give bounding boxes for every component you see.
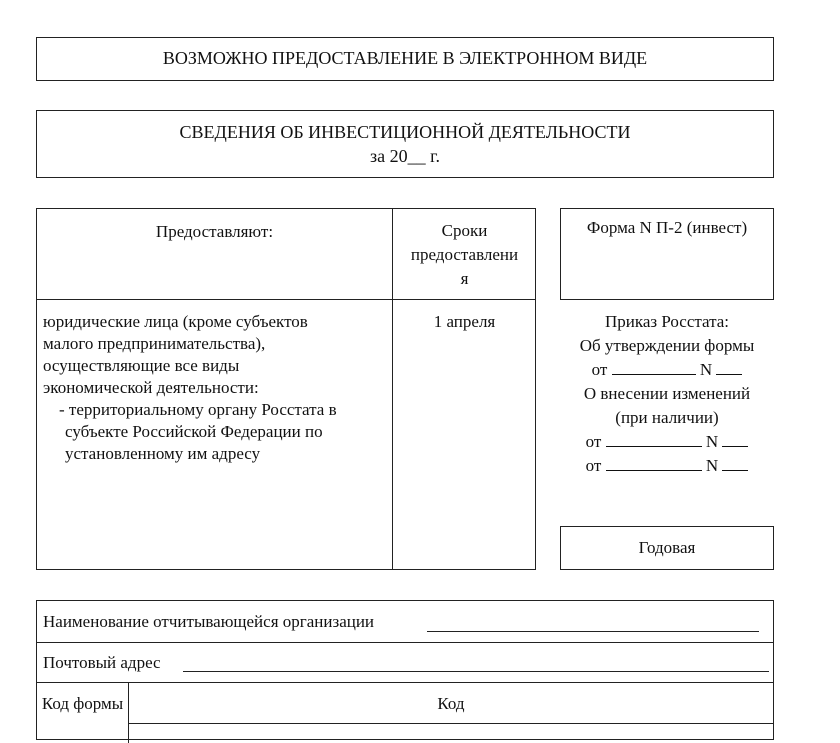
column-divider: [392, 209, 393, 569]
periodicity: Годовая: [638, 538, 696, 557]
org-name-row: [37, 601, 773, 643]
order-approval: Об утверждении формы: [579, 336, 755, 355]
respondents-list: [43, 311, 388, 465]
code-divider: [129, 723, 773, 724]
report-year: за 20__ г.: [370, 146, 440, 166]
respondents-table: [36, 208, 536, 570]
respondent-line: малого предпринимательства),: [43, 334, 266, 353]
respondent-line: юридические лица (кроме субъектов: [43, 312, 308, 331]
banner-text: ВОЗМОЖНО ПРЕДОСТАВЛЕНИЕ В ЭЛЕКТРОННОМ ВИДЕ: [162, 48, 648, 68]
order-number-blank[interactable]: [716, 359, 742, 375]
report-title: СВЕДЕНИЯ ОБ ИНВЕСТИЦИОННОЙ ДЕЯТЕЛЬНОСТИ: [179, 122, 631, 142]
rosstat-order: [560, 310, 774, 478]
respondent-line: экономической деятельности:: [43, 378, 259, 397]
change-number-blank[interactable]: [722, 455, 748, 471]
periodicity-box: [560, 526, 774, 570]
respondents-header: Предоставляют:: [155, 222, 274, 241]
order-changes: О внесении изменений: [583, 384, 751, 403]
postal-address-row: [37, 643, 773, 683]
order-heading: Приказ Росстата:: [604, 312, 730, 331]
order-change-date-line: от N: [560, 430, 774, 454]
electronic-submission-banner: [36, 37, 774, 81]
order-date-blank[interactable]: [612, 359, 696, 375]
postal-address-label: Почтовый адрес: [43, 653, 161, 672]
header-divider: [37, 299, 535, 300]
form-number: Форма N П-2 (инвест): [586, 218, 748, 237]
org-name-field[interactable]: [427, 631, 759, 632]
deadline-header: [394, 219, 535, 291]
report-title-box: [36, 110, 774, 178]
form-code-label: Код формы: [41, 694, 124, 713]
code-header: Код: [437, 694, 465, 713]
deadline-value: 1 апреля: [433, 312, 496, 331]
deadline-header-line2: предоставлени: [410, 245, 519, 264]
org-name-label: Наименование отчитывающейся организации: [43, 612, 375, 631]
respondent-line: установленному им адресу: [65, 444, 261, 463]
order-change-date-line: от N: [560, 454, 774, 478]
change-date-blank[interactable]: [606, 455, 702, 471]
change-number-blank[interactable]: [722, 431, 748, 447]
change-date-blank[interactable]: [606, 431, 702, 447]
form-code-column: [37, 683, 129, 743]
organization-block: [36, 600, 774, 740]
respondent-line: - территориальному органу Росстата в: [59, 400, 337, 419]
form-number-box: [560, 208, 774, 300]
respondent-line: осуществляющие все виды: [43, 356, 240, 375]
order-if-any: (при наличии): [615, 408, 719, 427]
postal-address-field[interactable]: [183, 671, 769, 672]
order-approval-date-line: от N: [560, 358, 774, 382]
deadline-header-line1: Сроки: [441, 221, 488, 240]
respondent-line: субъекте Российской Федерации по: [65, 422, 323, 441]
deadline-header-line3: я: [460, 269, 469, 288]
